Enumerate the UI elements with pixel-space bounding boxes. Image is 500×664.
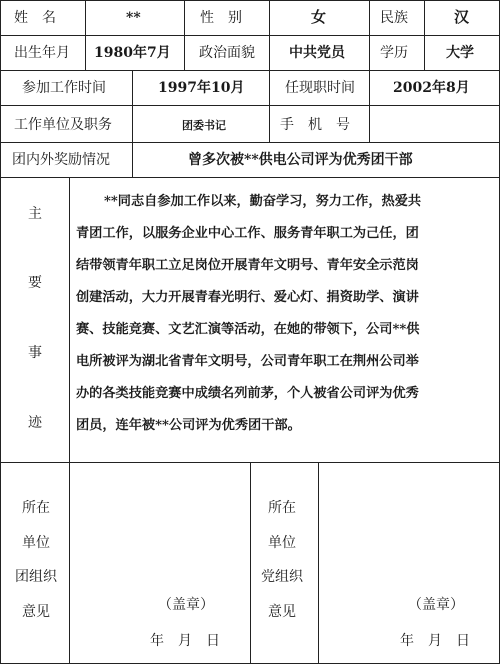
education-label: 学历 xyxy=(380,45,408,61)
deeds-line: 赛、技能竞赛、文艺汇演等活动，在她的带领下，公司**供 xyxy=(76,322,420,337)
deeds-label-char: 主 xyxy=(28,206,42,222)
party-date-text: 年 月 日 xyxy=(400,633,470,649)
birth-label: 出生年月 xyxy=(14,45,70,61)
deeds-text xyxy=(76,186,494,442)
name-value: ** xyxy=(126,10,141,26)
deeds-line: 创建活动，大力开展青春光明行、爱心灯、捐资助学、演讲 xyxy=(76,290,419,305)
league-seal-text: （盖章） xyxy=(158,597,214,613)
deeds-line: 结带领青年职工立足岗位开展青年文明号、青年安全示范岗 xyxy=(76,258,419,273)
deeds-line: 团员，连年被**公司评为优秀团干部。 xyxy=(76,418,301,433)
ethnicity-value: 汉 xyxy=(454,8,470,26)
deeds-line: **同志自参加工作以来，勤奋学习，努力工作，热爱共 xyxy=(104,194,422,209)
phone-value-cell[interactable] xyxy=(369,105,500,143)
party-opinion-label-line: 意见 xyxy=(268,604,296,620)
work-start-value: 1997年10月 xyxy=(158,80,245,96)
deeds-line: 青团工作，以服务企业中心工作、服务青年职工为己任，团 xyxy=(76,226,419,241)
unit-label: 工作单位及职务 xyxy=(14,117,112,133)
gender-value: 女 xyxy=(311,8,327,26)
league-date-text: 年 月 日 xyxy=(150,633,220,649)
party-seal-text: （盖章） xyxy=(408,597,464,613)
deeds-label-char: 事 xyxy=(28,345,42,361)
work-start-label: 参加工作时间 xyxy=(22,80,106,96)
birth-value: 1980年7月 xyxy=(94,45,171,61)
political-label: 政治面貌 xyxy=(199,45,255,61)
party-opinion-label-line: 党组织 xyxy=(261,569,303,585)
party-opinion-label-cell xyxy=(250,462,319,664)
league-opinion-label-line: 单位 xyxy=(22,535,50,551)
position-time-label: 任现职时间 xyxy=(285,80,355,96)
position-time-value: 2002年8月 xyxy=(393,80,470,96)
gender-label: 性 别 xyxy=(200,10,242,26)
league-opinion-label-line: 所在 xyxy=(22,500,50,516)
league-opinion-label-line: 意见 xyxy=(22,604,50,620)
name-label: 姓 名 xyxy=(14,10,56,26)
awards-value: 曾多次被**供电公司评为优秀团干部 xyxy=(188,152,413,168)
party-opinion-label-line: 所在 xyxy=(268,500,296,516)
deeds-line: 办的各类技能竞赛中成绩名列前茅，个人被省公司评为优秀 xyxy=(76,386,419,401)
league-opinion-label-line: 团组织 xyxy=(15,569,57,585)
league-opinion-label-cell xyxy=(0,462,70,664)
deeds-line: 电所被评为湖北省青年文明号，公司青年职工在荆州公司举 xyxy=(76,354,419,369)
awards-label: 团内外奖励情况 xyxy=(12,152,110,168)
ethnicity-label: 民族 xyxy=(380,10,408,26)
political-value: 中共党员 xyxy=(289,45,345,61)
education-value: 大学 xyxy=(446,45,474,61)
deeds-label-char: 迹 xyxy=(28,415,42,431)
unit-value: 团委书记 xyxy=(182,119,226,132)
party-opinion-label-line: 单位 xyxy=(268,535,296,551)
phone-label: 手 机 号 xyxy=(280,117,350,133)
deeds-label-char: 要 xyxy=(28,275,42,291)
